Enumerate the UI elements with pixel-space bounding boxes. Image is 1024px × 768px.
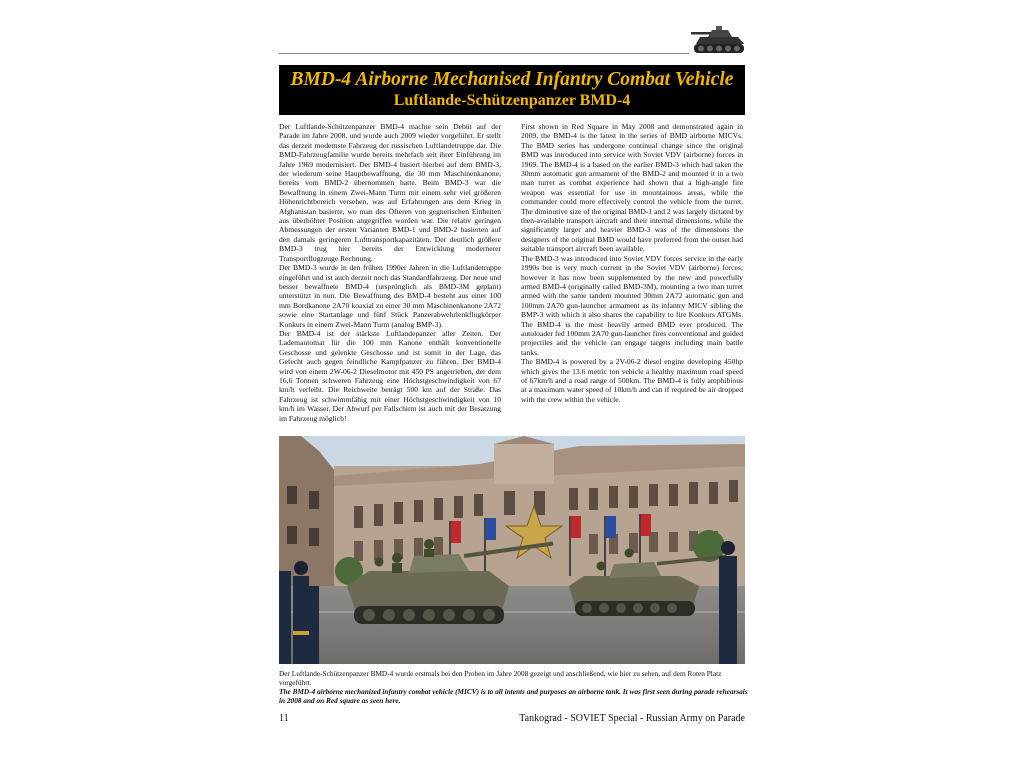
- article-title: BMD-4 Airborne Mechanised Infantry Combat Vehicle: [290, 69, 734, 90]
- header-rule: [279, 53, 689, 54]
- article-subtitle: Luftlande-Schützenpanzer BMD-4: [393, 92, 631, 109]
- german-paragraph: Der BMD-3 wurde in den frühen 1990er Jahren in die Luftlandetruppe eingeführt und ist auch derzeit noch das Standardfahrzeug. Der neue und besser bewaffnete BMD-4 (ursprünglich als BMD-3M geplant) unterstützt in nun. Die Bewaffnung des BMD-4 besteht aus einer 100 mm Bordkanone 2A70 koaxial zu einer 30 mm Maschinenkanone 2A72 sowie eine Startanlage und fünf Stück Panzerabwehrlenkflugkörper Konkurs in einem Zwei-Mann Turm (analog BMP-3).: [279, 263, 501, 329]
- photo-caption: [279, 669, 749, 705]
- english-paragraph: The BMD-3 was introduced into Soviet VDV forces service in the early 1990s but is very much current in the Soviet VDV (airborne) forces; however it has now been supplemented by the new and powerfully armed BMD-4 (originally called BMD-3M), mounting a two man turret armed with the same tandem mounted 30mm 2A72 automatic gun and 100mm 2A70 gun-launcher armament as its infantry MICV sibling the BMP-3 with which it also shares the capability to fire Konkurs ATGMs. The BMD-4 is the most heavily armed BMD ever produced. The autoloader fed 100mm 2A70 gun-launcher fires conventional and guided projectiles and the vehicle can engage targets including main battle tanks.: [521, 253, 743, 357]
- title-banner: [279, 65, 745, 115]
- caption-english: The BMD-4 airborne mechanized infantry combat vehicle (MICV) is to all intents and purposes an airborne tank. It was first seen during parade rehearsals in 2008 and on Red square as seen here.: [279, 687, 748, 705]
- german-paragraph: Der BMD-4 ist der stärkste Luftlandepanzer aller Zeiten. Der Lademautomat für die 100 mm Kanone enthält konventionelle Geschosse und gelenkte Geschosse und ist somit in der Lage, das Gefecht auch gegen feindliche Kampfpanzer zu führen. Der BMD-4 wird von einem 2W-06-2 Dieselmotor mit 450 PS angetrieben, der dem 16,6 Tonnen schweren Fahrzeug eine Höchstgeschwindigkeit von 67 km/h verleiht. Die Reichweite beträgt 500 km auf der Straße. Das Fahrzeug ist schwimmfähig mit einer Höchstgeschwindigkeit von 10 km/h im Wasser. Der Abwurf per Fallschirm ist auch mit der Besatzung im Fahrzeug möglich!: [279, 328, 501, 423]
- caption-german: Der Luftlande-Schützenpanzer BMD-4 wurde erstmals bei den Proben im Jahre 2008 gezeigt und anschließend, wie hier zu sehen, auf dem Roten Platz vorgeführt.: [279, 669, 722, 687]
- english-paragraph: First shown in Red Square in May 2008 and demonstrated again in 2009, the BMD-4 is the latest in the series of BMD airborne MICVs. The BMD series has undergone continual change since the original BMD was introduced into service with Soviet VDV (airborne) forces in 1969. The BMD-4 is a based on the earlier BMD-3 which had taken the 30mm automatic gun armament of the BMD-2 and mounted it in a two man turret as combat experience had shown that a high-angle fire weapon was essential for use in mountainous areas, while the commander could more effectively control the vehicle from the turret. The diminutive size of the original BMD-1 and 2 was largely dictated by then-available transport aircraft and their internal dimensions, while the significantly larger and heavier BMD-3 was of the dimensions the designers of the original BMD would have preferred from the outset had suitable transport aircraft been available.: [521, 122, 743, 254]
- tank-logo-icon: [690, 24, 748, 58]
- english-paragraph: The BMD-4 is powered by a 2V-06-2 diesel engine developing 450hp which gives the 13.6 metric ton vehicle a healthy maximum road speed of 67km/h and a road range of 500km. The BMD-4 is fully amphibious at a maximum water speed of 10km/h and can if required be air dropped with the crew within the vehicle.: [521, 357, 743, 404]
- german-text-column: [279, 122, 501, 432]
- page-number: 11: [279, 713, 289, 724]
- publication-title: Tankograd - SOVIET Special - Russian Army on Parade: [519, 713, 745, 724]
- german-paragraph: Der Luftlande-Schützenpanzer BMD-4 machte sein Debüt auf der Parade im Jahre 2008, und wurde auch 2009 wieder vorgeführt. Er stellt das derzeit modernste Fahrzeug der russischen Luftlandetruppe dar. Die BMD-Fahrzeugfamilie wurde bereits mehrfach seit ihrer Einführung im Jahre 1969 modernisiert. Der BMD-4 basiert hierbei auf dem BMD-3, der wiederum seine Hauptbewaffnung, die 30 mm Maschinenkanone, bereits vom BMD-2 übernommen hatte. Beim BMD-3 war die Bewaffnung in einem Zwei-Mann Turm mit einem sehr viel größeren Höhenrichtbereich versehen, was auf Erfahrungen aus dem Krieg in Afghanistan basierte, wo man des Öfteren von gegnerischen Einheiten aus überhöhter Position angegriffen worden war. Die relativ geringen Abmessungen der ersten Varianten BMD-1 und BMD-2 basierten auf den damals geringeren Lufttransportkapazitäten. Der deutlich größere BMD-3 trug hier bereits der Entwicklung modernerer Transportflugzeuge Rechnung.: [279, 122, 501, 263]
- english-text-column: [521, 122, 743, 422]
- parade-photo: [279, 436, 745, 664]
